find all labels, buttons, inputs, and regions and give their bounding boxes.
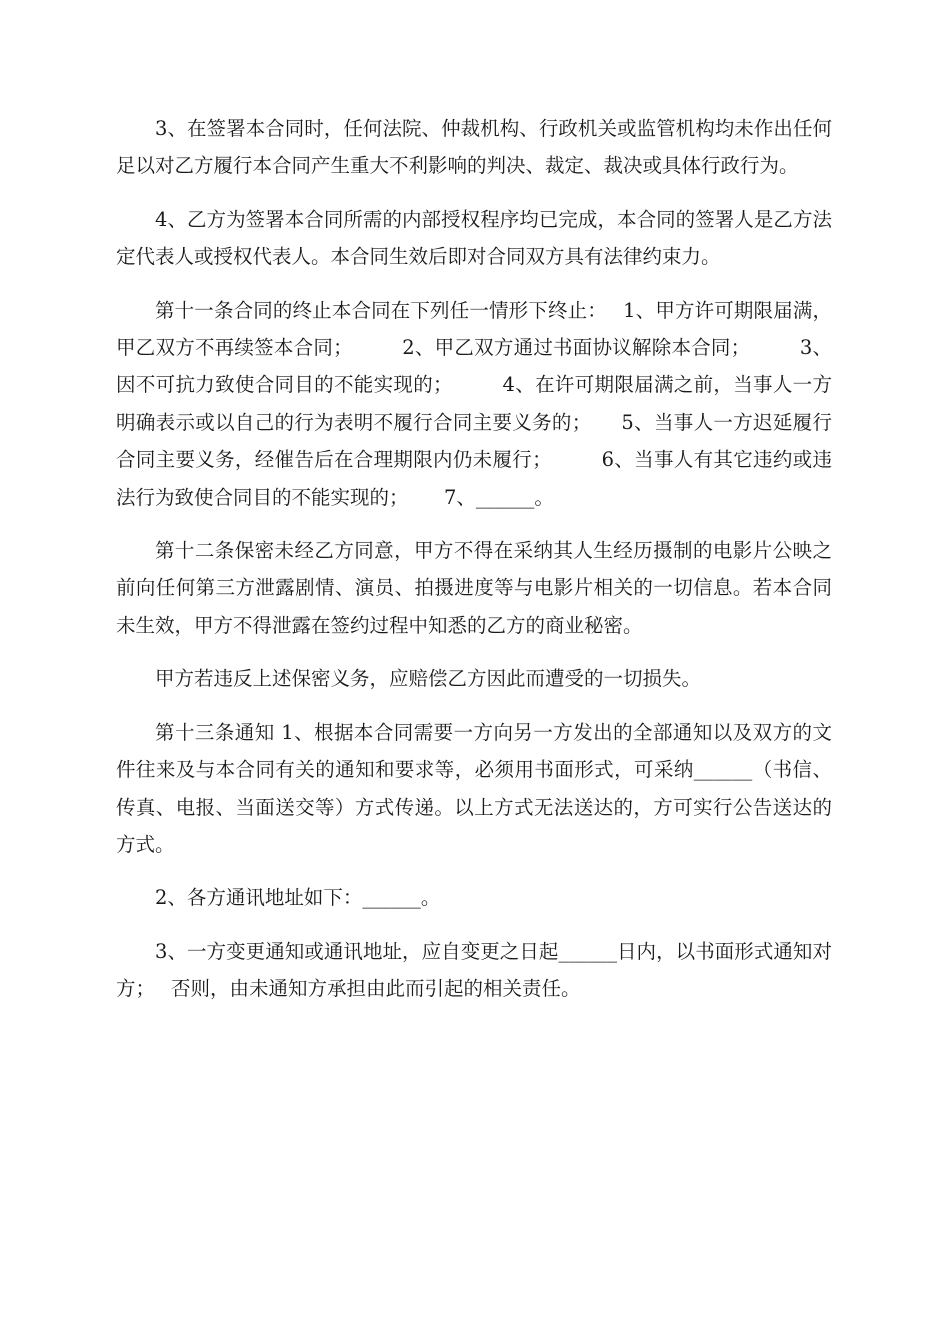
paragraph-article-11-termination: 第十一条合同的终止本合同在下列任一情形下终止： 1、甲方许可期限届满，甲乙双方不再续签本合同； 2、甲乙双方通过书面协议解除本合同； 3、因不可抗力致使合同目的不能实现的； 4、在许可期限届满之前，当事人一方明确表示或以自己的行为表明不履行合同主要义务的； 5、当事人一方迟延履行合同主要义务，经催告后在合理期限内仍未履行； 6、当事人有其它违约或违法行为致使合同目的不能实现的； 7、______。: [116, 298, 832, 509]
paragraph-notice-change: 3、一方变更通知或通讯地址，应自变更之日起______日内，以书面形式通知对方； 否则，由未通知方承担由此而引起的相关责任。: [116, 939, 832, 1001]
paragraph-article-13-notice: 第十三条通知 1、根据本合同需要一方向另一方发出的全部通知以及双方的文件往来及与本合同有关的通知和要求等，必须用书面形式，可采纳______（书信、传真、电报、当面送交等）方式传递。以上方式无法送达的，方可实行公告送达的方式。: [116, 720, 832, 856]
paragraph-clause-4-authorization: 4、乙方为签署本合同所需的内部授权程序均已完成，本合同的签署人是乙方法定代表人或授权代表人。本合同生效后即对合同双方具有法律约束力。: [116, 207, 832, 269]
document-page: [116, 110, 832, 1024]
paragraph-article-12-confidentiality: 第十二条保密未经乙方同意，甲方不得在采纳其人生经历摄制的电影片公映之前向任何第三方泄露剧情、演员、拍摄进度等与电影片相关的一切信息。若本合同未生效，甲方不得泄露在签约过程中知悉的乙方的商业秘密。: [116, 539, 832, 637]
paragraph-confidentiality-breach: 甲方若违反上述保密义务，应赔偿乙方因此而遭受的一切损失。: [155, 667, 702, 691]
paragraph-clause-3-no-adverse-ruling: 3、在签署本合同时，任何法院、仲裁机构、行政机关或监管机构均未作出任何足以对乙方履行本合同产生重大不利影响的判决、裁定、裁决或具体行政行为。: [116, 117, 832, 178]
paragraph-notice-addresses: 2、各方通讯地址如下：______。: [155, 886, 441, 910]
